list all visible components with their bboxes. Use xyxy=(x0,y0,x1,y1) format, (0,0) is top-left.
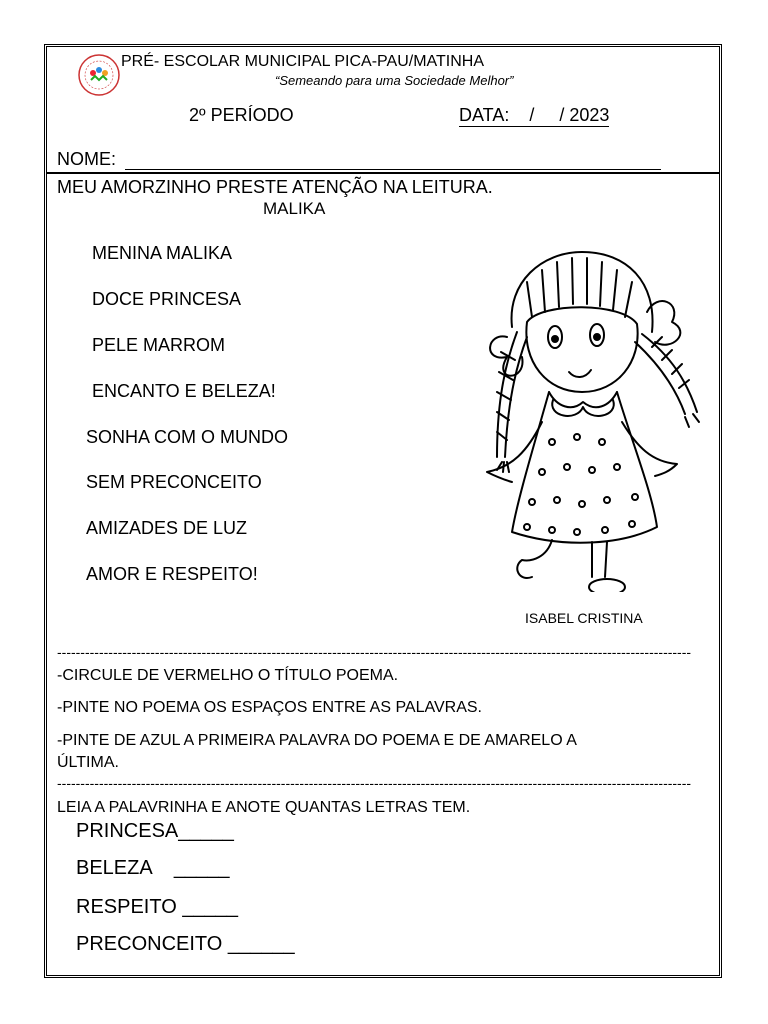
count-word[interactable]: PRECONCEITO ______ xyxy=(76,933,295,955)
count-instruction: LEIA A PALAVRINHA E ANOTE QUANTAS LETRAS TEM. xyxy=(57,799,471,816)
date-field[interactable]: DATA: / / 2023 xyxy=(459,105,610,125)
girl-doll-illustration xyxy=(457,242,707,592)
name-input-line[interactable] xyxy=(125,169,661,170)
poem-line: SEM PRECONCEITO xyxy=(86,472,262,492)
poem-line: ENCANTO E BELEZA! xyxy=(92,381,276,401)
name-label: NOME: xyxy=(57,149,117,169)
reading-instruction: MEU AMORZINHO PRESTE ATENÇÃO NA LEITURA. xyxy=(57,177,493,197)
poem-line: PELE MARROM xyxy=(92,335,226,355)
task-item: -PINTE NO POEMA OS ESPAÇOS ENTRE AS PALAVRAS. xyxy=(57,699,482,716)
poem-line: DOCE PRINCESA xyxy=(92,289,242,309)
worksheet-frame xyxy=(44,44,722,978)
dashed-separator: ---------------------------------------------------------------------------------------------------------------------------------------- xyxy=(57,775,692,791)
poem-line: MENINA MALIKA xyxy=(92,243,233,263)
school-name: PRÉ- ESCOLAR MUNICIPAL PICA-PAU/MATINHA xyxy=(121,53,485,70)
poem-author: ISABEL CRISTINA xyxy=(525,610,643,626)
period-label: 2º PERÍODO xyxy=(189,105,294,125)
count-word[interactable]: BELEZA _____ xyxy=(76,857,230,879)
task-item: ÚLTIMA. xyxy=(57,754,119,771)
poem-line: SONHA COM O MUNDO xyxy=(86,427,289,447)
count-word[interactable]: PRINCESA_____ xyxy=(76,820,234,842)
school-motto: “Semeando para uma Sociedade Melhor” xyxy=(275,73,514,88)
poem-line: AMIZADES DE LUZ xyxy=(86,518,248,538)
poem-title: MALIKA xyxy=(263,199,326,218)
header-divider xyxy=(47,172,719,174)
count-word[interactable]: RESPEITO _____ xyxy=(76,896,238,918)
school-logo xyxy=(77,53,121,97)
poem-line: AMOR E RESPEITO! xyxy=(86,564,258,584)
task-item: -CIRCULE DE VERMELHO O TÍTULO POEMA. xyxy=(57,667,399,684)
dashed-separator: ---------------------------------------------------------------------------------------------------------------------------------------- xyxy=(57,644,692,660)
task-item: -PINTE DE AZUL A PRIMEIRA PALAVRA DO POEMA E DE AMARELO A xyxy=(57,732,577,749)
